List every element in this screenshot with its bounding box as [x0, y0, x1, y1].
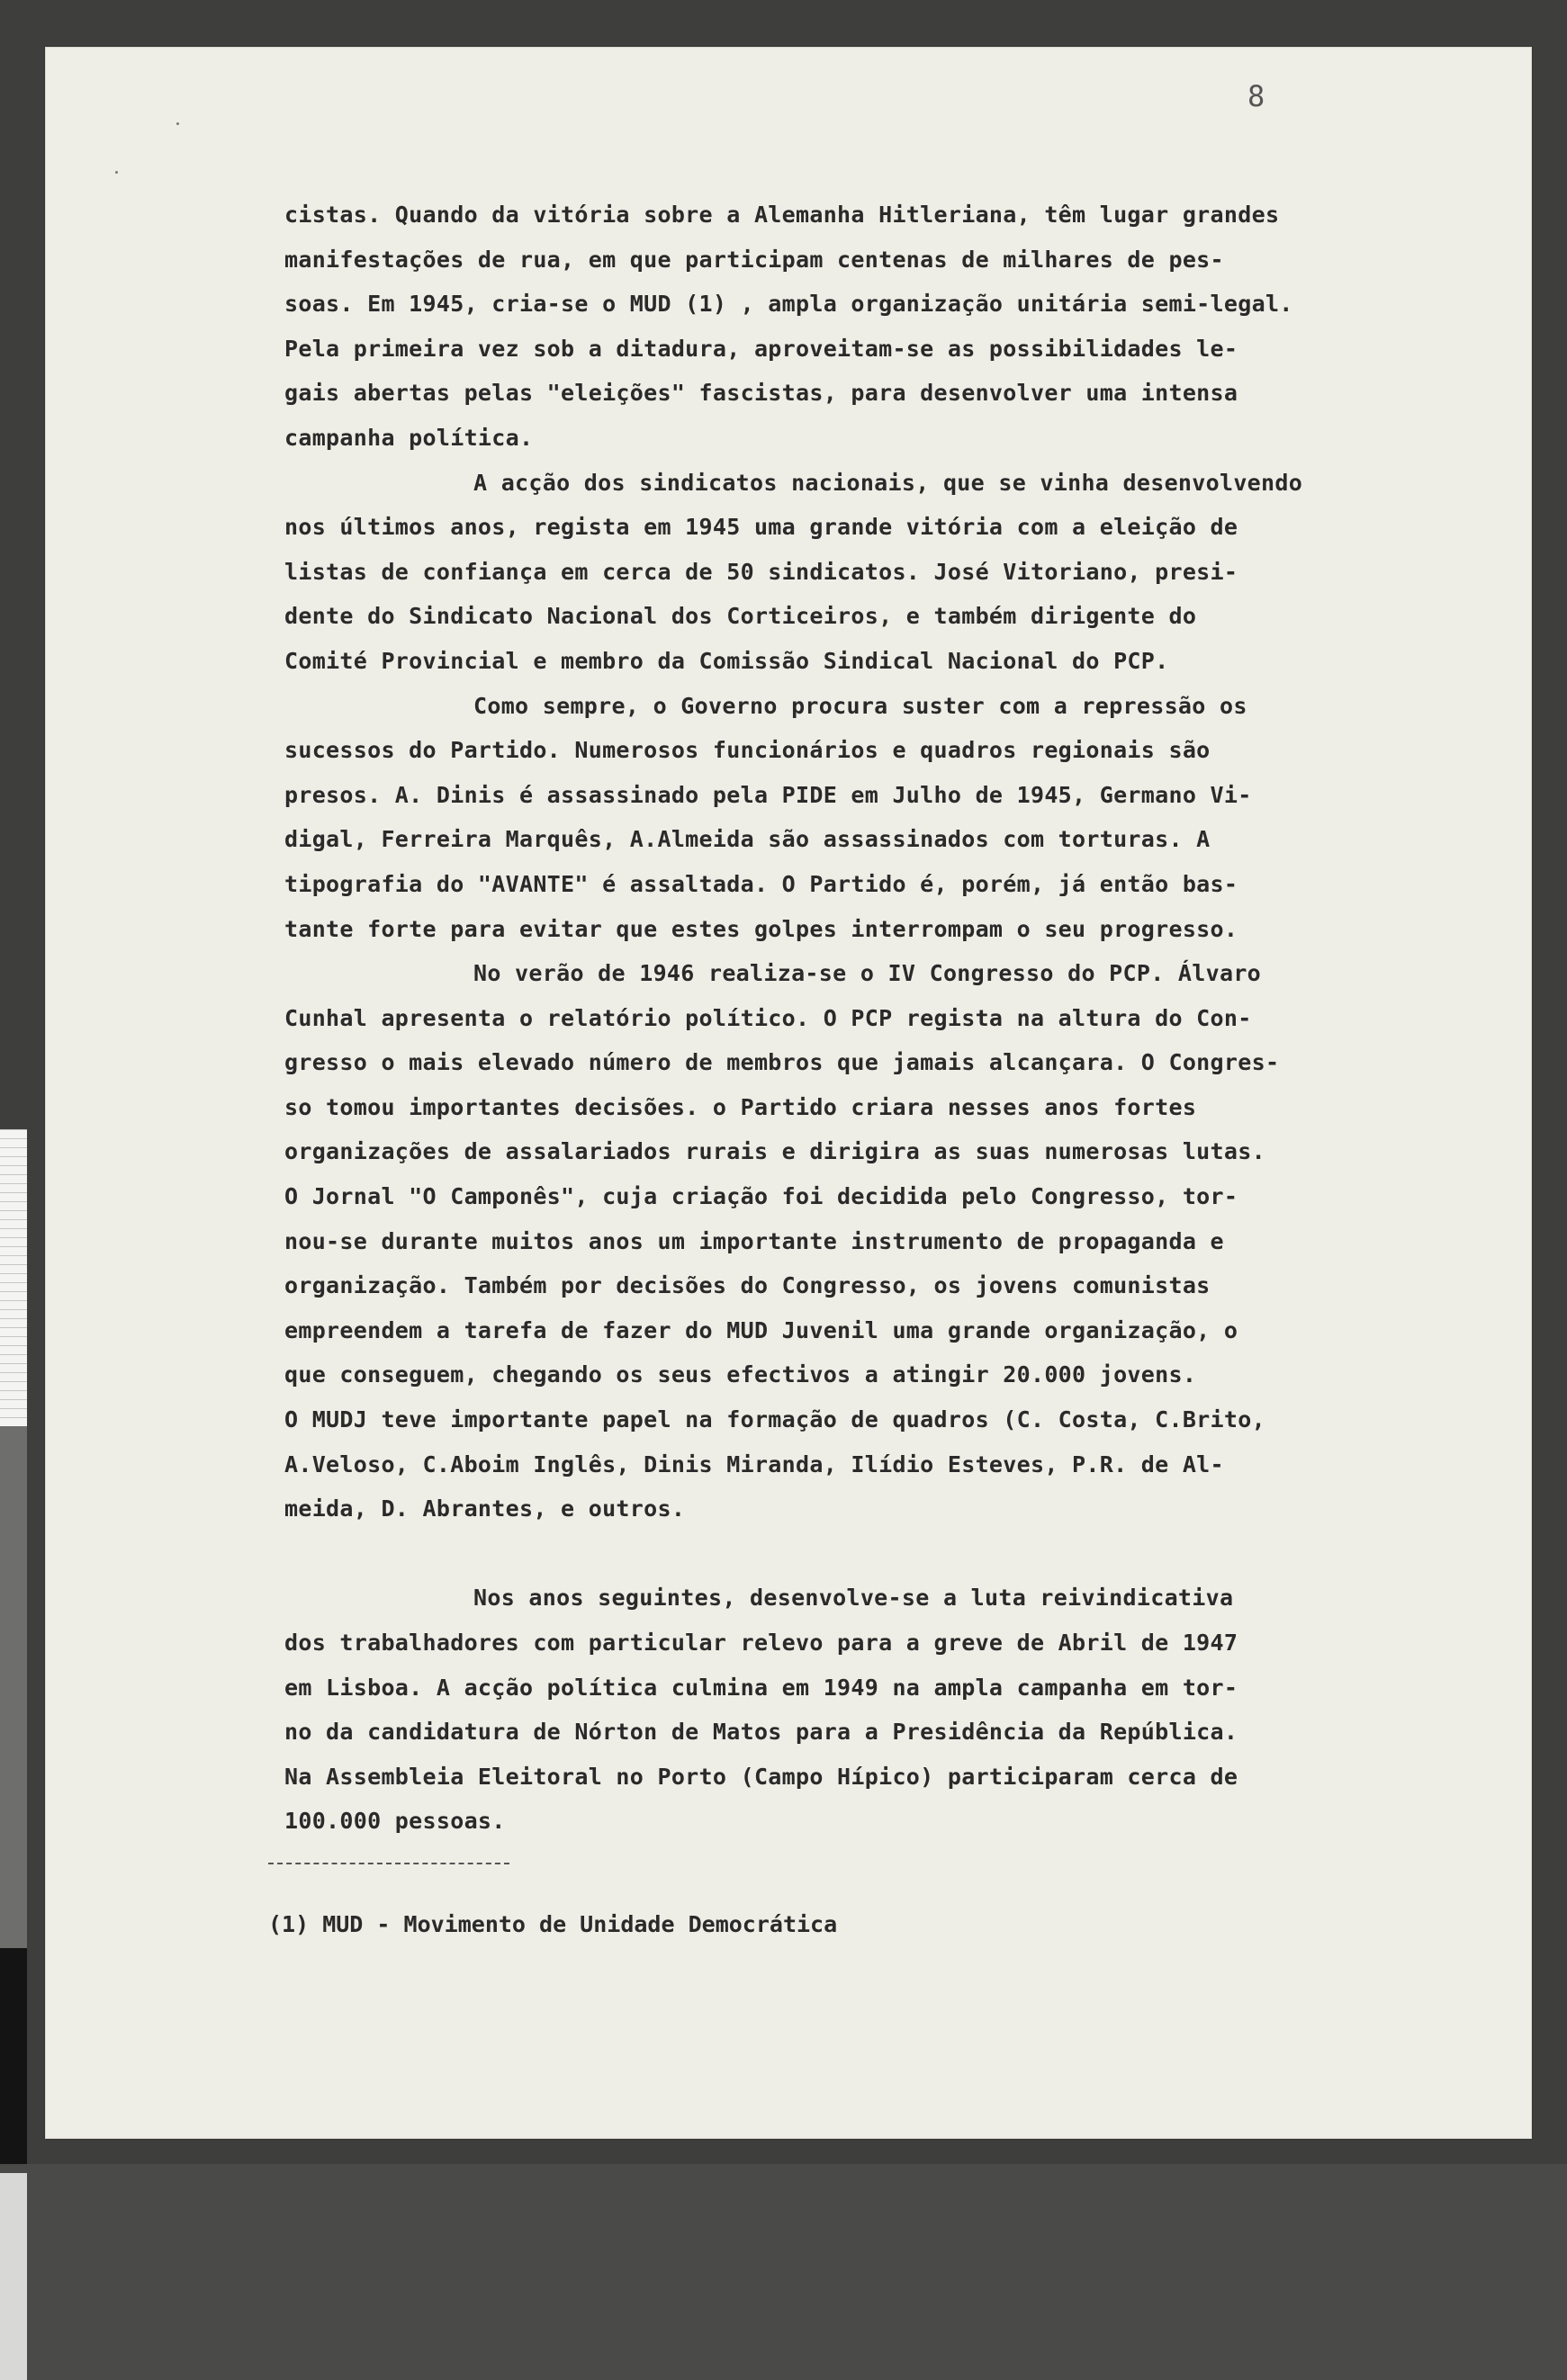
text-line: Nos anos seguintes, desenvolve-se a luta reivindicativa: [473, 1585, 1234, 1612]
text-line: O Jornal "O Camponês", cuja criação foi decidida pelo Congresso, tor-: [284, 1183, 1238, 1210]
text-line: digal, Ferreira Marquês, A.Almeida são assassinados com torturas. A: [284, 826, 1211, 853]
text-line: nos últimos anos, regista em 1945 uma grande vitória com a eleição de: [284, 514, 1238, 541]
paper-speck: [176, 122, 179, 125]
text-line: soas. Em 1945, cria-se o MUD (1) , ampla organização unitária semi-legal.: [284, 291, 1293, 318]
text-line: Cunhal apresenta o relatório político. O PCP regista na altura do Con-: [284, 1004, 1252, 1031]
paper-speck: [115, 171, 118, 174]
text-line: meida, D. Abrantes, e outros.: [284, 1495, 686, 1522]
text-line: empreendem a tarefa de fazer do MUD Juvenil uma grande organização, o: [284, 1316, 1238, 1343]
text-line: cistas. Quando da vitória sobre a Alemanha Hitleriana, têm lugar grandes: [284, 202, 1280, 228]
text-line: O MUDJ teve importante papel na formação de quadros (C. Costa, C.Brito,: [284, 1406, 1265, 1433]
text-line: organizações de assalariados rurais e dirigira as suas numerosas lutas.: [284, 1138, 1265, 1165]
text-line: tante forte para evitar que estes golpes interrompam o seu progresso.: [284, 915, 1238, 942]
text-line: Pela primeira vez sob a ditadura, aproveitam-se as possibilidades le-: [284, 335, 1238, 362]
document-body: [284, 193, 1481, 1844]
text-line: dos trabalhadores com particular relevo para a greve de Abril de 1947: [284, 1630, 1238, 1656]
text-line: A acção dos sindicatos nacionais, que se vinha desenvolvendo: [473, 469, 1303, 496]
footnote-separator: [268, 1863, 509, 1864]
text-line: no da candidatura de Nórton de Matos para a Presidência da República.: [284, 1719, 1238, 1746]
text-line: No verão de 1946 realiza-se o IV Congresso do PCP. Álvaro: [473, 960, 1262, 987]
paragraph: [284, 193, 1481, 461]
text-line: organização. Também por decisões do Congresso, os jovens comunistas: [284, 1272, 1211, 1299]
text-line: A.Veloso, C.Aboim Inglês, Dinis Miranda, Ilídio Esteves, P.R. de Al-: [284, 1450, 1224, 1477]
text-line: listas de confiança em cerca de 50 sindicatos. José Vitoriano, presi-: [284, 558, 1238, 585]
text-line: nou-se durante muitos anos um importante instrumento de propaganda e: [284, 1227, 1224, 1254]
paragraph: [284, 951, 1481, 1531]
text-line: sucessos do Partido. Numerosos funcionários e quadros regionais são: [284, 737, 1211, 764]
paragraph: [284, 461, 1481, 684]
text-line: 100.000 pessoas.: [284, 1808, 506, 1835]
text-line: Comité Provincial e membro da Comissão Sindical Nacional do PCP.: [284, 647, 1169, 674]
text-line: gresso o mais elevado número de membros que jamais alcançara. O Congres-: [284, 1049, 1280, 1076]
text-line: so tomou importantes decisões. o Partido criara nesses anos fortes: [284, 1093, 1197, 1120]
text-line: manifestações de rua, em que participam centenas de milhares de pes-: [284, 246, 1224, 273]
text-line: Na Assembleia Eleitoral no Porto (Campo Hípico) participaram cerca de: [284, 1763, 1238, 1790]
text-line: em Lisboa. A acção política culmina em 1949 na ampla campanha em tor-: [284, 1674, 1238, 1701]
text-line: tipografia do "AVANTE" é assaltada. O Partido é, porém, já então bas-: [284, 870, 1238, 897]
text-line: presos. A. Dinis é assassinado pela PIDE em Julho de 1945, Germano Vi-: [284, 781, 1252, 808]
paragraph-gap: [284, 1531, 1481, 1576]
text-line: campanha política.: [284, 424, 534, 451]
text-line: Como sempre, o Governo procura suster com a repressão os: [473, 692, 1247, 719]
text-line: dente do Sindicato Nacional dos Corticeiros, e também dirigente do: [284, 603, 1197, 630]
page-number: 8: [1247, 79, 1265, 113]
paragraph: [284, 684, 1481, 952]
paragraph: [284, 1576, 1481, 1844]
text-line: gais abertas pelas "eleições" fascistas, para desenvolver uma intensa: [284, 380, 1238, 407]
footnote: (1) MUD - Movimento de Unidade Democrática: [268, 1911, 838, 1937]
scan-calibration-strip: [0, 1129, 27, 2164]
text-line: que conseguem, chegando os seus efectivos a atingir 20.000 jovens.: [284, 1361, 1197, 1388]
